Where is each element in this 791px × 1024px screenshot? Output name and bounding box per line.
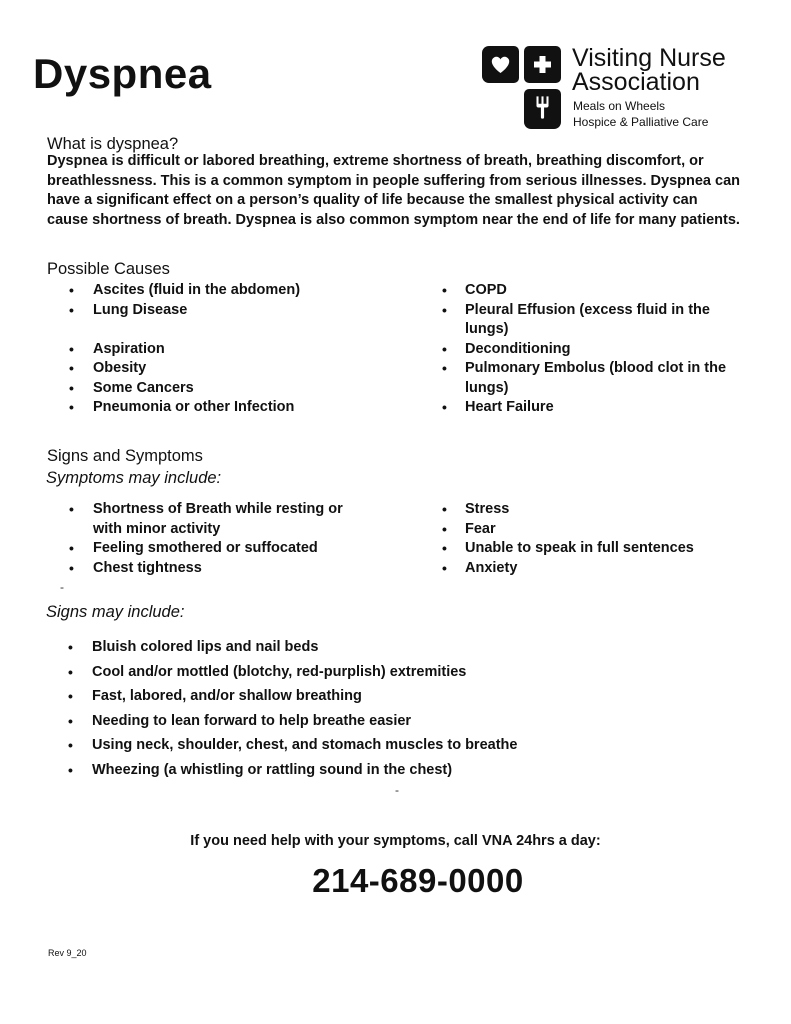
list-item: • Using neck, shoulder, chest, and stomach muscles to breathe xyxy=(46,733,646,758)
list-item: • Ascites (fluid in the abdomen) xyxy=(47,281,407,301)
page-title: Dyspnea xyxy=(33,50,212,97)
list-item: • Bluish colored lips and nail beds xyxy=(46,635,646,660)
what-line: Dyspnea is difficult or labored breathing, extreme shortness of breath, breathing discomfort, or xyxy=(47,153,704,169)
what-heading: What is dyspnea? xyxy=(47,135,179,153)
list-item: • Pleural Effusion (excess fluid in the lungs) xyxy=(442,301,733,340)
list-item: • Aspiration xyxy=(47,340,407,360)
logo-name-line2: Association xyxy=(572,68,700,96)
list-item: • Needing to lean forward to help breathe easier xyxy=(46,709,646,734)
list-item: • Lung Disease xyxy=(47,301,407,321)
list-item: • Pneumonia or other Infection xyxy=(47,398,407,418)
list-item: • Stress xyxy=(442,500,752,520)
signs-symptoms-heading: Signs and Symptoms xyxy=(47,447,203,465)
list-item: • COPD xyxy=(442,281,752,301)
help-text: If you need help with your symptoms, call VNA 24hrs a day: xyxy=(190,833,601,849)
list-item: • Chest tightness xyxy=(47,559,357,579)
what-section xyxy=(47,134,178,154)
causes-right-list xyxy=(442,281,752,418)
revision-label: Rev 9_20 xyxy=(48,948,87,958)
causes-left-list xyxy=(47,281,407,418)
what-line: have a significant effect on a person’s quality of life because the smallest physical activity can xyxy=(47,192,698,208)
list-item: • Fast, labored, and/or shallow breathing xyxy=(46,684,646,709)
causes-heading: Possible Causes xyxy=(47,260,170,278)
logo-sub-line1: Meals on Wheels xyxy=(573,99,666,113)
list-item: • Deconditioning xyxy=(442,340,752,360)
signs-list xyxy=(46,635,646,782)
list-item: • Feeling smothered or suffocated xyxy=(47,539,357,559)
symptoms-heading: Symptoms may include: xyxy=(46,469,222,487)
separator-dash: - xyxy=(60,580,64,594)
what-line: breathlessness. This is a common symptom in people suffering from serious illnesses. Dyspnea can xyxy=(47,172,740,189)
list-item: • Unable to speak in full sentences xyxy=(442,539,752,559)
list-item: • Cool and/or mottled (blotchy, red-purplish) extremities xyxy=(46,660,646,685)
list-item: • Anxiety xyxy=(442,559,752,579)
what-line: cause shortness of breath. Dyspnea is also common symptom near the end of life for many patients. xyxy=(47,211,740,228)
list-item: • Pulmonary Embolus (blood clot in the lungs) xyxy=(442,359,745,398)
vna-logo xyxy=(482,46,772,132)
list-item: • Fear xyxy=(442,520,752,540)
list-item: • Wheezing (a whistling or rattling sound in the chest) xyxy=(46,758,646,783)
logo-wordmark xyxy=(572,46,726,94)
heart-icon xyxy=(482,46,519,83)
medical-cross-icon xyxy=(524,46,561,83)
list-item: • Some Cancers xyxy=(47,379,407,399)
list-item: • Shortness of Breath while resting or with minor activity xyxy=(47,500,351,539)
logo-name-line1: Visiting Nurse xyxy=(572,44,726,72)
symptoms-left-list xyxy=(47,500,357,578)
fork-icon xyxy=(524,89,561,129)
what-paragraph xyxy=(47,152,740,230)
separator-dash: - xyxy=(395,783,399,797)
list-item: • Heart Failure xyxy=(442,398,752,418)
logo-sub-line2: Hospice & Palliative Care xyxy=(573,115,709,129)
logo-subtitle xyxy=(573,98,708,130)
symptoms-right-list xyxy=(442,500,752,578)
signs-heading: Signs may include: xyxy=(46,603,185,621)
list-item: • Obesity xyxy=(47,359,407,379)
phone-number[interactable]: 214-689-0000 xyxy=(312,862,524,899)
